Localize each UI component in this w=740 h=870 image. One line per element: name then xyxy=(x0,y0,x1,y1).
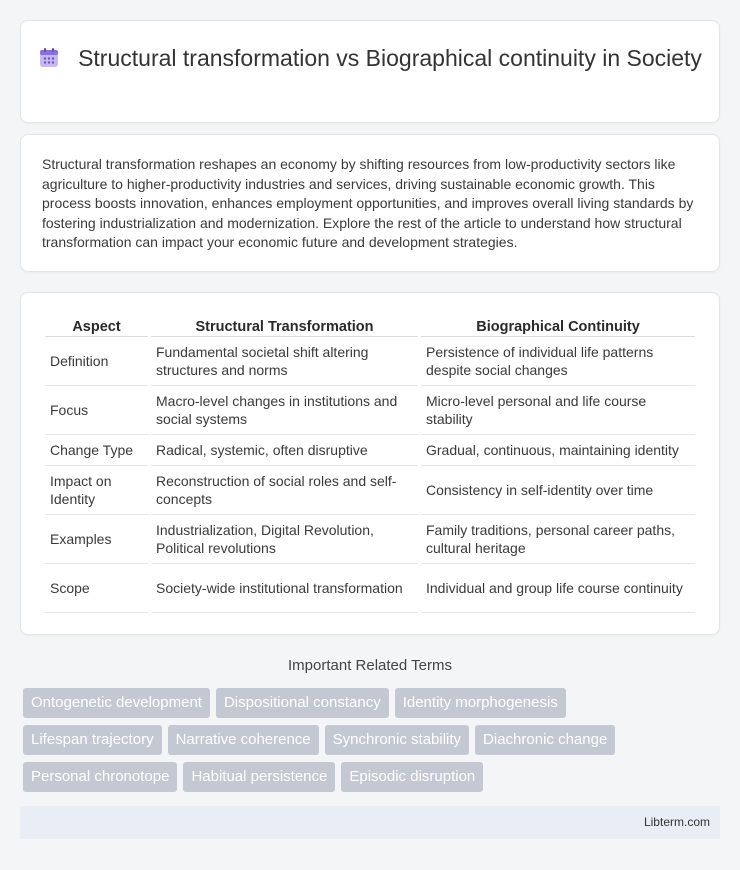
table-cell: Consistency in self-identity over time xyxy=(421,466,695,515)
table-cell: Fundamental societal shift altering structures and norms xyxy=(151,337,418,386)
related-term-tag[interactable]: Ontogenetic development xyxy=(23,688,210,718)
table-cell: Industrialization, Digital Revolution, Political revolutions xyxy=(151,515,418,564)
related-term-tag[interactable]: Synchronic stability xyxy=(325,725,469,755)
intro-paragraph: Structural transformation reshapes an economy by shifting resources from low-productivity sectors like agriculture to higher-productivity industries and services, driving sustainable economic growth. This process boosts innovation, enhances employment opportunities, and improves overall living standards by fostering industrialization and modernization. Explore the rest of the article to understand how structural transformation can impact your economic future and development strategies. xyxy=(42,156,694,251)
footer xyxy=(20,806,720,839)
table-cell: Gradual, continuous, maintaining identity xyxy=(421,435,695,466)
related-term-tag[interactable]: Habitual persistence xyxy=(183,762,335,792)
table-row xyxy=(45,386,695,435)
related-term-tag[interactable]: Personal chronotope xyxy=(23,762,177,792)
table-cell: Society-wide institutional transformation xyxy=(151,564,418,613)
table-cell: Family traditions, personal career paths, cultural heritage xyxy=(421,515,695,564)
column-header: Biographical Continuity xyxy=(421,316,695,337)
related-term-tag[interactable]: Dispositional constancy xyxy=(216,688,389,718)
column-header: Structural Transformation xyxy=(151,316,418,337)
table-header-row xyxy=(45,316,695,337)
table-cell: Focus xyxy=(45,386,148,435)
comparison-table-card xyxy=(20,292,720,635)
title-card xyxy=(20,20,720,123)
table-row xyxy=(45,515,695,564)
related-term-tag[interactable]: Episodic disruption xyxy=(341,762,483,792)
footer-site-link[interactable]: Libterm.com xyxy=(643,815,710,829)
comparison-table xyxy=(42,316,698,613)
calendar-icon xyxy=(38,47,60,69)
table-row xyxy=(45,337,695,386)
table-cell: Micro-level personal and life course stability xyxy=(421,386,695,435)
table-row xyxy=(45,435,695,466)
table-cell: Scope xyxy=(45,564,148,613)
table-row xyxy=(45,466,695,515)
table-cell: Reconstruction of social roles and self-concepts xyxy=(151,466,418,515)
table-row xyxy=(45,564,695,613)
related-term-tag[interactable]: Diachronic change xyxy=(475,725,615,755)
table-cell: Radical, systemic, often disruptive xyxy=(151,435,418,466)
related-term-tag[interactable]: Lifespan trajectory xyxy=(23,725,162,755)
related-term-tag[interactable]: Identity morphogenesis xyxy=(395,688,566,718)
related-term-tag[interactable]: Narrative coherence xyxy=(168,725,319,755)
table-cell: Impact on Identity xyxy=(45,466,148,515)
table-cell: Change Type xyxy=(45,435,148,466)
related-terms-heading: Important Related Terms xyxy=(288,657,452,674)
table-cell: Persistence of individual life patterns despite social changes xyxy=(421,337,695,386)
related-terms-list xyxy=(23,688,713,799)
page-title xyxy=(21,44,719,73)
table-cell: Definition xyxy=(45,337,148,386)
title-text: Structural transformation vs Biographical continuity in Society xyxy=(78,45,702,71)
table-cell: Examples xyxy=(45,515,148,564)
table-cell: Individual and group life course continuity xyxy=(421,564,695,613)
column-header: Aspect xyxy=(45,316,148,337)
table-cell: Macro-level changes in institutions and social systems xyxy=(151,386,418,435)
intro-card xyxy=(20,134,720,272)
